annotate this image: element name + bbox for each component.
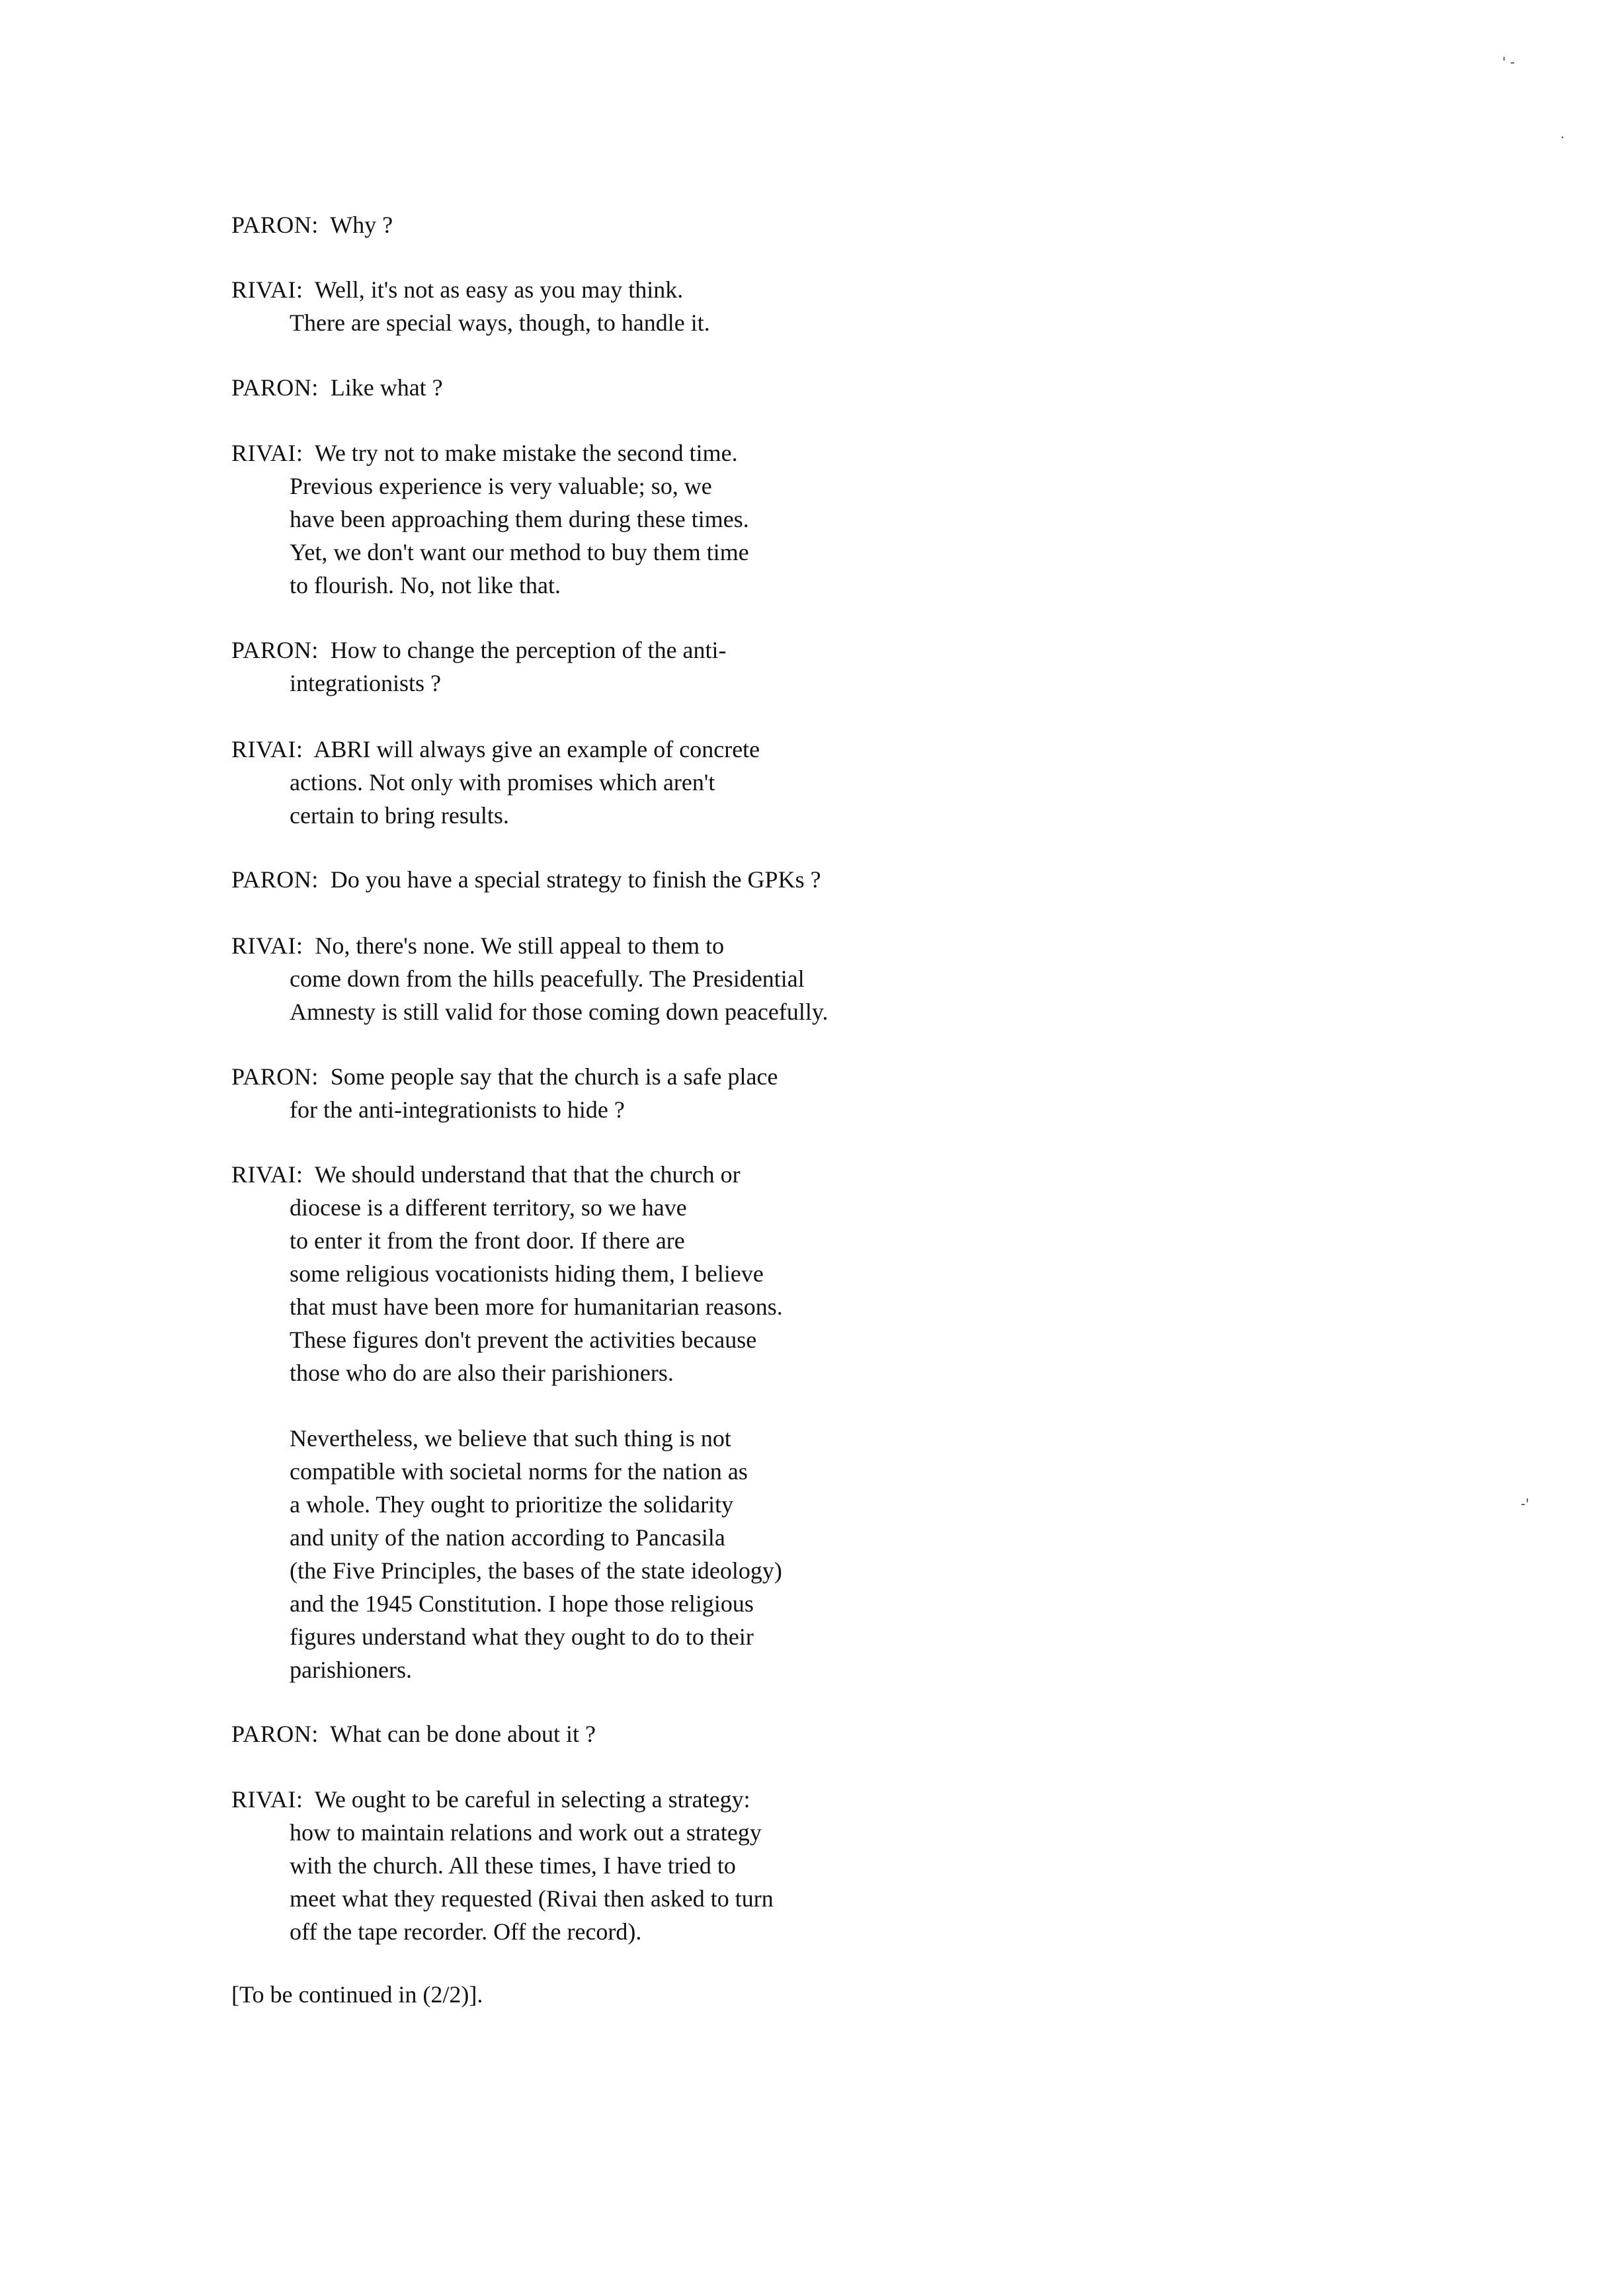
first-line [231,273,1223,306]
speaker-label: RIVAI: [231,932,303,959]
first-line [231,863,1223,896]
dialogue-paragraph [231,1422,1223,1686]
dialogue-text: (the Five Principles, the bases of the state ideology) [290,1557,782,1584]
dialogue-entry [231,208,1223,241]
dialogue-text: meet what they requested (Rivai then asked to turn [290,1885,774,1912]
speaker-label: RIVAI: [231,276,303,303]
dialogue-text: There are special ways, though, to handle it. [290,309,710,336]
dialogue-text: Yet, we don't want our method to buy them time [290,539,749,565]
dialogue-text: Well, it's not as easy as you may think. [314,276,684,303]
dialogue-text: ABRI will always give an example of concrete [313,736,760,762]
dialogue-entry [231,436,1223,602]
dialogue-text: Some people say that the church is a safe place [330,1063,778,1090]
dialogue-text: to enter it from the front door. If there are [290,1227,685,1254]
dialogue-text: What can be done about it ? [330,1721,596,1747]
dialogue-entry [231,1717,1223,1750]
dialogue-entry [231,371,1223,404]
dialogue-text: No, there's none. We still appeal to them to [315,932,725,959]
dialogue-text: We try not to make mistake the second time. [314,440,738,466]
speaker-label: RIVAI: [231,736,303,762]
dialogue-entry [231,634,1223,700]
first-line [231,208,1223,241]
first-line [231,733,1223,766]
dialogue-text: Why ? [330,212,393,238]
speaker-label: PARON: [231,374,319,401]
dialogue-text: parishioners. [290,1657,412,1683]
dialogue-text: Like what ? [330,374,443,401]
dialogue-entry [231,1158,1223,1389]
dialogue-entry [231,273,1223,339]
speaker-label: RIVAI: [231,440,303,466]
first-line [231,1060,1223,1093]
speaker-label: PARON: [231,637,319,663]
dialogue-text: come down from the hills peacefully. The Presidential [290,965,805,992]
speaker-label: RIVAI: [231,1161,303,1188]
dialogue-text: a whole. They ought to prioritize the solidarity [290,1491,734,1518]
dialogue-text: to flourish. No, not like that. [290,572,561,598]
dialogue-text: off the tape recorder. Off the record). [290,1918,642,1945]
first-line [231,436,1223,470]
dialogue-text: We ought to be careful in selecting a strategy: [314,1786,750,1813]
dialogue-text: Do you have a special strategy to finish the GPKs ? [330,866,821,893]
first-line [231,1783,1223,1816]
continuation-note [231,1978,1223,2011]
first-line [231,1158,1223,1191]
first-line [231,1717,1223,1750]
dialogue-text: Previous experience is very valuable; so, we [290,473,712,499]
dialogue-text: compatible with societal norms for the nation as [290,1458,748,1485]
dialogue-text: How to change the perception of the anti- [330,637,727,663]
scan-mark: . [1560,126,1565,142]
dialogue-text: We should understand that that the church or [314,1161,741,1188]
dialogue-entry [231,1060,1223,1126]
dialogue-text: certain to bring results. [290,802,509,829]
speaker-label: PARON: [231,1721,319,1747]
dialogue-text: integrationists ? [290,670,441,696]
dialogue-entry [231,863,1223,896]
dialogue-entry [231,1783,1223,1948]
speaker-label: PARON: [231,212,319,238]
dialogue-text: how to maintain relations and work out a strategy [290,1819,762,1846]
dialogue-text: for the anti-integrationists to hide ? [290,1096,625,1123]
scan-mark: -' [1521,1496,1529,1512]
dialogue-entry [231,929,1223,1028]
dialogue-text: diocese is a different territory, so we have [290,1194,687,1221]
speaker-label: PARON: [231,1063,319,1090]
dialogue-text: some religious vocationists hiding them, I believe [290,1260,764,1287]
dialogue-text: and unity of the nation according to Pancasila [290,1524,725,1551]
dialogue-text: These figures don't prevent the activities because [290,1327,757,1353]
dialogue-text: [To be continued in (2/2)]. [231,1981,483,2008]
scan-mark: ' - [1502,54,1515,70]
speaker-label: PARON: [231,866,319,893]
dialogue-text: and the 1945 Constitution. I hope those religious [290,1590,754,1617]
dialogue-text: Nevertheless, we believe that such thing is not [290,1425,731,1452]
dialogue-text: those who do are also their parishioners. [290,1360,674,1386]
dialogue-text: actions. Not only with promises which aren't [290,769,715,796]
first-line [231,634,1223,667]
dialogue-text: have been approaching them during these times. [290,506,749,532]
dialogue-text: that must have been more for humanitarian reasons. [290,1293,783,1320]
dialogue-text: with the church. All these times, I have tried to [290,1852,736,1879]
speaker-label: RIVAI: [231,1786,303,1813]
first-line [231,371,1223,404]
first-line [231,929,1223,962]
dialogue-text: figures understand what they ought to do to their [290,1623,754,1650]
dialogue-text: Amnesty is still valid for those coming down peacefully. [290,999,828,1025]
dialogue-entry [231,733,1223,832]
